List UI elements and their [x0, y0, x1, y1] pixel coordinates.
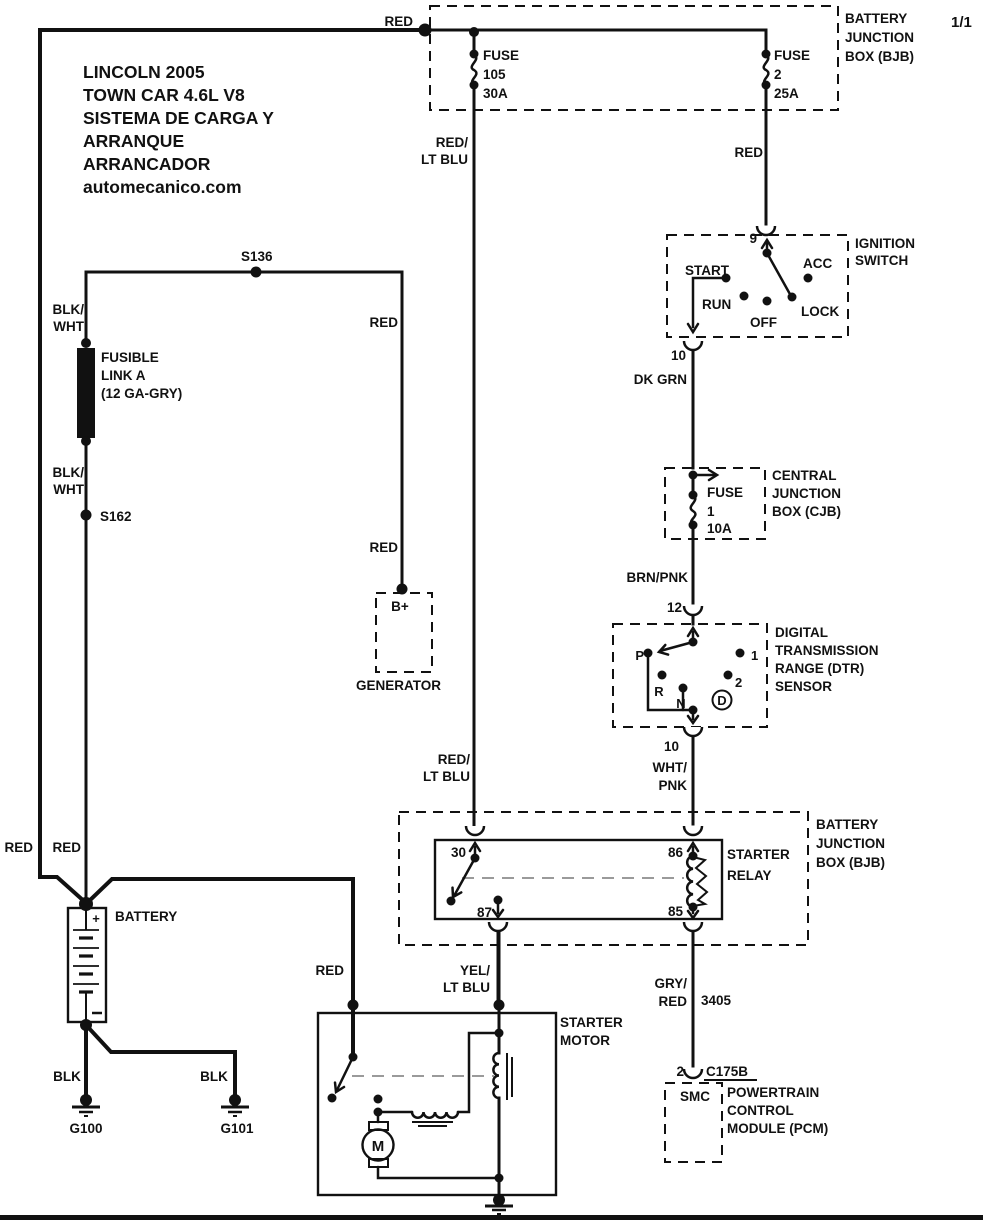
- wire-label-red-ltblu: RED/: [435, 135, 468, 150]
- bjb-relay-label: JUNCTION: [816, 836, 886, 851]
- dtr-pin-12: 12: [666, 600, 682, 615]
- bjb-top-label: BATTERY: [845, 11, 908, 26]
- fusible-link-branch-wires: [86, 272, 402, 900]
- title-line: TOWN CAR 4.6L V8: [83, 85, 245, 105]
- generator-terminal-dot: [397, 584, 408, 595]
- wire-label-blkwht: BLK/: [52, 465, 84, 480]
- splice-dot-s136: [251, 267, 262, 278]
- wire-label-red-ltblu: LT BLU: [421, 152, 468, 167]
- wire-label-red: RED: [52, 840, 81, 855]
- splice-dot-top: [419, 24, 432, 37]
- relay-pin-30: 30: [450, 845, 466, 860]
- fuse-105-label: FUSE: [483, 48, 520, 63]
- generator-label: GENERATOR: [356, 678, 442, 693]
- title-website: automecanico.com: [83, 177, 242, 197]
- pcm-label: CONTROL: [727, 1103, 794, 1118]
- wire-label-blk: BLK: [53, 1069, 81, 1084]
- wire-label-blkwht: BLK/: [52, 302, 84, 317]
- ignition-pos-start: START: [685, 263, 729, 278]
- cjb-fuse-rating: 10A: [707, 521, 732, 536]
- dtr-box-label: DIGITAL: [775, 625, 828, 640]
- cjb-box-label: JUNCTION: [772, 486, 842, 501]
- bjb-relay-label: BOX (BJB): [816, 855, 886, 870]
- starter-motor-symbol: [328, 1000, 513, 1196]
- dtr-pos-d: D: [717, 693, 727, 708]
- wire-label-brnpnk: BRN/PNK: [626, 570, 688, 585]
- ground-symbol-g100: [72, 1094, 100, 1116]
- fusible-link-symbol: [77, 338, 95, 446]
- fuse-2-label: FUSE: [774, 48, 811, 63]
- wire-label-dkgrn: DK GRN: [633, 372, 687, 387]
- ground-symbol-g101: [221, 1094, 249, 1116]
- title-block: [83, 62, 274, 197]
- dtr-pos-n: N: [676, 696, 686, 711]
- cjb-fuse-id: 1: [707, 504, 715, 519]
- battery-symbol: [68, 897, 106, 1031]
- fuse-105-rating: 30A: [483, 86, 508, 101]
- ignition-pos-lock: LOCK: [801, 304, 840, 319]
- cjb-box-label: BOX (CJB): [772, 504, 842, 519]
- page-bottom-border: [0, 1215, 983, 1220]
- wire-label-blkwht: WHT: [53, 482, 84, 497]
- fuse-2-symbol: [762, 50, 771, 90]
- motor-m: M: [371, 1138, 385, 1155]
- wire-label-red-ltblu: RED/: [437, 752, 470, 767]
- ignition-pos-run: RUN: [702, 297, 732, 312]
- ignition-box-label: IGNITION: [855, 236, 915, 251]
- title-line: SISTEMA DE CARGA Y: [83, 108, 274, 128]
- wire-label-blkwht: WHT: [53, 319, 84, 334]
- ignition-pos-acc: ACC: [803, 256, 833, 271]
- title-line: LINCOLN 2005: [83, 62, 205, 82]
- relay-label: RELAY: [727, 868, 772, 883]
- wire-label-red: RED: [4, 840, 33, 855]
- splice-s162-label: S162: [100, 509, 132, 524]
- relay-label: STARTER: [727, 847, 790, 862]
- wire-label-yel-ltblu: LT BLU: [443, 980, 490, 995]
- splice-s136-label: S136: [241, 249, 273, 264]
- starter-motor-label: STARTER: [560, 1015, 623, 1030]
- connector-c175b: C175B: [706, 1064, 749, 1079]
- pcm-label: MODULE (PCM): [727, 1121, 829, 1136]
- ignition-pin-10: 10: [670, 348, 686, 363]
- bjb-top-label: BOX (BJB): [845, 49, 915, 64]
- cjb-fuse-label: FUSE: [707, 485, 744, 500]
- ground-symbol-starter: [485, 1194, 513, 1214]
- ignition-pin-9: 9: [749, 231, 757, 246]
- fuse-105-symbol: [470, 50, 479, 90]
- title-line: ARRANCADOR: [83, 154, 211, 174]
- dtr-pos-p: P: [635, 648, 644, 663]
- wire-label-red: RED: [315, 963, 344, 978]
- wire-label-red: RED: [734, 145, 763, 160]
- dtr-sensor-symbol: [644, 628, 745, 723]
- wire-label-red: RED: [369, 315, 398, 330]
- dtr-pin-10: 10: [663, 739, 679, 754]
- pcm-pin-2: 2: [676, 1064, 684, 1079]
- ignition-box-label: SWITCH: [855, 253, 909, 268]
- bjb-relay-label: BATTERY: [816, 817, 879, 832]
- generator-bplus: B+: [391, 599, 409, 614]
- dtr-pos-2: 2: [735, 675, 743, 690]
- wire-label-gryred: GRY/: [654, 976, 687, 991]
- dtr-pos-r: R: [654, 684, 664, 699]
- fuse-105-id: 105: [483, 67, 506, 82]
- ground-g100-label: G100: [69, 1121, 103, 1136]
- relay-pin-87: 87: [476, 905, 492, 920]
- wire-label-yel-ltblu: YEL/: [459, 963, 490, 978]
- pcm-label: POWERTRAIN: [727, 1085, 820, 1100]
- wire-label-gryred: RED: [658, 994, 687, 1009]
- page-indicator: 1/1: [951, 14, 972, 31]
- fusible-link-label: FUSIBLE: [101, 350, 159, 365]
- wire-label-blk: BLK: [200, 1069, 228, 1084]
- wire-label-red: RED: [384, 14, 413, 29]
- pcm-smc-terminal: SMC: [680, 1089, 710, 1104]
- dtr-box-label: RANGE (DTR): [775, 661, 865, 676]
- dtr-box-label: SENSOR: [775, 679, 833, 694]
- title-line: ARRANQUE: [83, 131, 185, 151]
- fusible-link-label: LINK A: [101, 368, 146, 383]
- ground-g101-label: G101: [220, 1121, 254, 1136]
- dtr-pos-1: 1: [751, 648, 759, 663]
- bjb-top-label: JUNCTION: [845, 30, 915, 45]
- wire-label-red: RED: [369, 540, 398, 555]
- relay-pin-86: 86: [667, 845, 683, 860]
- battery-plus: +: [92, 911, 100, 926]
- battery-label: BATTERY: [115, 909, 178, 924]
- cjb-box-label: CENTRAL: [772, 468, 837, 483]
- branch-dot-bjb: [469, 27, 479, 37]
- wire-label-red-ltblu: LT BLU: [423, 769, 470, 784]
- wire-label-whtpnk: PNK: [658, 778, 687, 793]
- starter-motor-label: MOTOR: [560, 1033, 610, 1048]
- splice-dot-s162: [81, 510, 92, 521]
- relay-pin-85: 85: [667, 904, 683, 919]
- fusible-link-label: (12 GA-GRY): [101, 386, 183, 401]
- fuse-2-rating: 25A: [774, 86, 799, 101]
- ignition-pos-off: OFF: [750, 315, 777, 330]
- inline-connector-cups: [466, 226, 775, 1078]
- wire-label-whtpnk: WHT/: [652, 760, 687, 775]
- circuit-number-3405: 3405: [701, 993, 732, 1008]
- fuse-2-id: 2: [774, 67, 782, 82]
- dtr-box-label: TRANSMISSION: [775, 643, 879, 658]
